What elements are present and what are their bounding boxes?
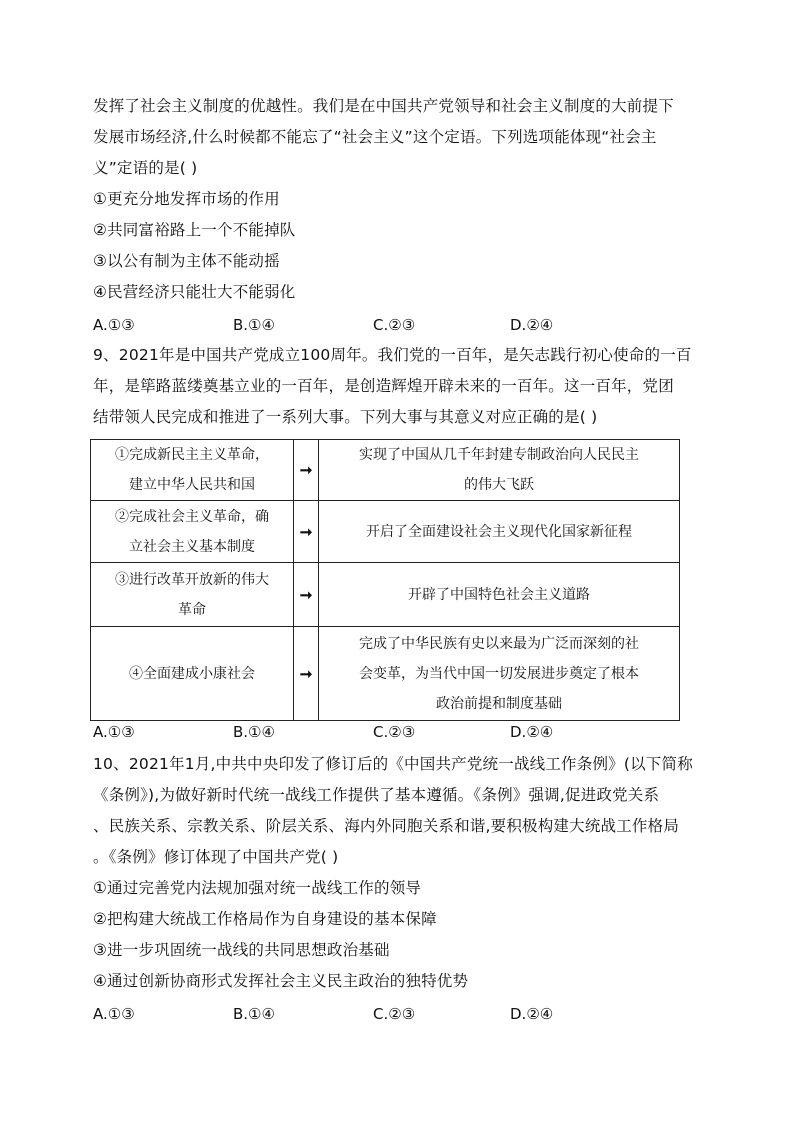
q9-stem [93, 340, 693, 433]
event-cell: ④全面建成小康社会 [91, 627, 294, 721]
arrow-icon: ➞ [294, 501, 319, 563]
q10-options [93, 1005, 693, 1029]
table-row [91, 501, 680, 563]
meaning-cell: 完成了中华民族有史以来最为广泛而深刻的社 会变革，为当代中国一切发展进步奠定了根本 政治前提和制度基础 [319, 627, 680, 721]
q10-stem-line: 10、2021年1月,中共中央印发了修订后的《中国共产党统一战线工作条例》(以下简称 [93, 755, 693, 773]
q8-statement: ②共同富裕路上一个不能掉队 [93, 221, 296, 239]
meaning-cell: 实现了中国从几千年封建专制政治向人民民主 的伟大飞跃 [319, 440, 680, 501]
q10-stem [93, 749, 693, 997]
event-cell: ②完成社会主义革命，确 立社会主义基本制度 [91, 501, 294, 563]
meaning-cell: 开辟了中国特色社会主义道路 [319, 563, 680, 627]
table-row [91, 627, 680, 721]
q10-option-c[interactable]: C.②③ [373, 1005, 416, 1023]
arrow-icon: ➞ [294, 627, 319, 721]
q9-stem-line: 年，是筚路蓝缕奠基立业的一百年，是创造辉煌开辟未来的一百年。这一百年，党团 [93, 377, 674, 395]
q10-statement: ①通过完善党内法规加强对统一战线工作的领导 [93, 879, 422, 897]
meaning-cell: 开启了全面建设社会主义现代化国家新征程 [319, 501, 680, 563]
q8-statement: ①更充分地发挥市场的作用 [93, 190, 280, 208]
q9-stem-line: 9、2021年是中国共产党成立100周年。我们党的一百年，是矢志践行初心使命的一百 [93, 346, 692, 364]
q8-stem [93, 91, 693, 308]
event-cell: ①完成新民主主义革命， 建立中华人民共和国 [91, 440, 294, 501]
q10-statement: ④通过创新协商形式发挥社会主义民主政治的独特优势 [93, 972, 469, 990]
table-row [91, 440, 680, 501]
arrow-icon: ➞ [294, 440, 319, 501]
q10-stem-line: 《条例》),为做好新时代统一战线工作提供了基本遵循。《条例》强调,促进政党关系 [93, 786, 660, 804]
q8-option-a[interactable]: A.①③ [93, 316, 135, 334]
q9-options [93, 723, 693, 747]
table-row [91, 563, 680, 627]
q10-option-b[interactable]: B.①④ [233, 1005, 275, 1023]
arrow-icon: ➞ [294, 563, 319, 627]
q8-option-b[interactable]: B.①④ [233, 316, 275, 334]
q9-stem-line: 结带领人民完成和推进了一系列大事。下列大事与其意义对应正确的是( ) [93, 408, 598, 426]
q8-stem-line: 发挥了社会主义制度的优越性。我们是在中国共产党领导和社会主义制度的大前提下 [93, 97, 674, 115]
q8-options [93, 316, 693, 340]
q8-option-d[interactable]: D.②④ [510, 316, 554, 334]
q9-option-c[interactable]: C.②③ [373, 723, 416, 741]
q9-events-table [90, 439, 680, 721]
q8-option-c[interactable]: C.②③ [373, 316, 416, 334]
q8-statement: ④民营经济只能壮大不能弱化 [93, 283, 296, 301]
q9-option-d[interactable]: D.②④ [510, 723, 554, 741]
q10-stem-line: 。《条例》修订体现了中国共产党( ) [93, 848, 339, 866]
q10-option-a[interactable]: A.①③ [93, 1005, 135, 1023]
q10-stem-line: 、民族关系、宗教关系、阶层关系、海内外同胞关系和谐,要积极构建大统战工作格局 [93, 817, 680, 835]
q10-option-d[interactable]: D.②④ [510, 1005, 554, 1023]
event-cell: ③进行改革开放新的伟大 革命 [91, 563, 294, 627]
q8-statement: ③以公有制为主体不能动摇 [93, 252, 280, 270]
q10-statement: ③进一步巩固统一战线的共同思想政治基础 [93, 941, 390, 959]
q8-stem-line: 义”定语的是( ) [93, 159, 198, 177]
q8-stem-line: 发展市场经济,什么时候都不能忘了“社会主义”这个定语。下列选项能体现“社会主 [93, 128, 657, 146]
q9-option-b[interactable]: B.①④ [233, 723, 275, 741]
q10-statement: ②把构建大统战工作格局作为自身建设的基本保障 [93, 910, 437, 928]
q9-option-a[interactable]: A.①③ [93, 723, 135, 741]
